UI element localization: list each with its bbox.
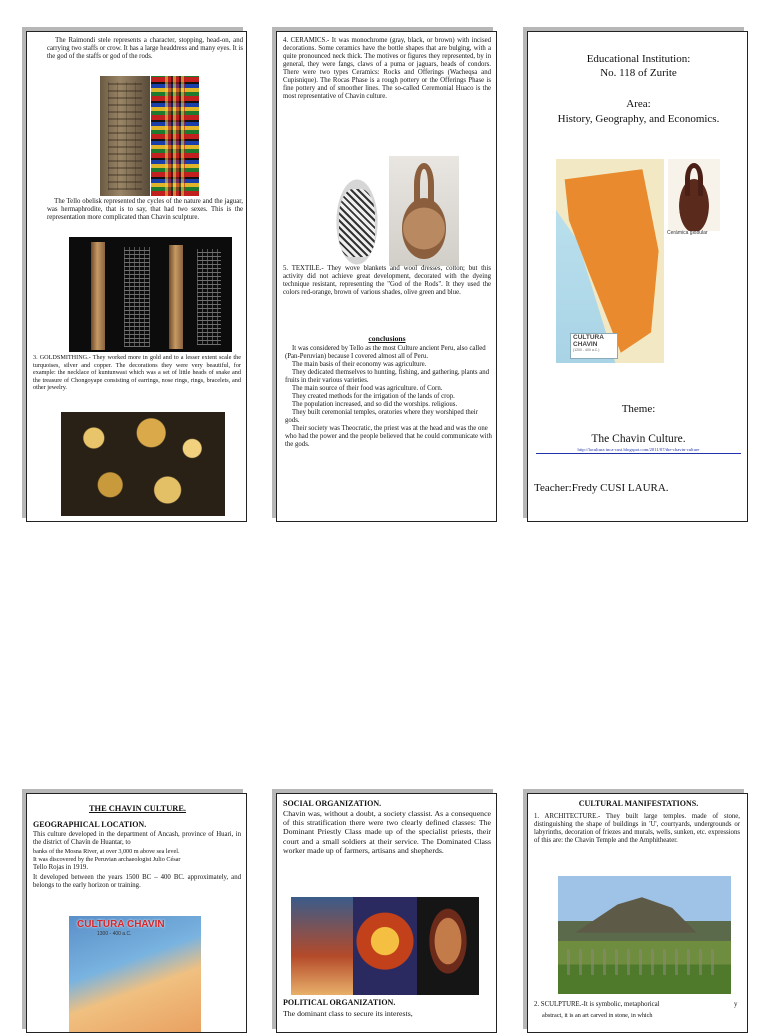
map-subtitle: 1300 - 400 a.C. (97, 931, 132, 937)
blog-link[interactable]: http://lacultura inca-cusi.blogspot.com/2011/07/the-chavin-culture (536, 447, 741, 454)
teacher-name: Teacher:Fredy CUSI LAURA. (534, 482, 669, 494)
area-value: History, Geography, and Economics. (557, 113, 720, 125)
conclusion-item: They built ceremonial temples, oratories where they worshiped their gods. (285, 409, 488, 416)
conclusions-list (285, 345, 493, 449)
map-label-box (570, 333, 618, 359)
geo-text-4: Tello Rojas in 1919. (33, 864, 89, 871)
geo-text-3: It was discovered by the Peruvian archaeologist Julio César (33, 856, 181, 863)
conclusion-item: It was considered by Tello as the most Culture ancient Peru, also called (Pan-Peruvian) because I covered almost all of Peru. (285, 345, 479, 360)
sculpture-y: y (734, 1001, 738, 1008)
institution-line1: Educational Institution: (586, 53, 691, 65)
area-label: Area: (626, 98, 651, 110)
map-title: CULTURA CHAVIN (77, 919, 165, 930)
page-panel-chavin-culture (26, 793, 247, 1033)
raimondi-text: The Raimondi stele represents a character, stopping, head-on, and carrying two staffs or crow. It has a large headdress and many eyes. It is the god of the staffs or god of the rods. (47, 37, 243, 60)
sculpture-text: 2. SCULPTURE.-It is symbolic, metaphorical (534, 1001, 660, 1008)
political-org-title: POLITICAL ORGANIZATION. (283, 998, 396, 1007)
institution-line2: No. 118 of Zurite (600, 67, 677, 79)
cultura-chavin-map (69, 916, 201, 1033)
page-panel-social (276, 793, 497, 1033)
conclusion-item: The population increased, and so did the worships. religious. (285, 401, 451, 408)
globular-vessel-image (668, 159, 720, 231)
social-org-text: Chavin was, without a doubt, a society classist. As a consequence of this stratification there were two clearly defined classes: The Dominant Priestly Class made up of the specialist priests, their court and a small soldiers at their service. The Dominated Class worker made up of farmers, artisans and shepherds. (283, 809, 491, 855)
tello-text: The Tello obelisk represented the cycles of the nature and the jaguar, was hermaphrodite, that is to say, that had two sexes. This is the representation more complicated than Chavin sculpture. (47, 198, 243, 221)
textile-text: 5. TEXTILE.- They wove blankets and wool dresses, cotton; but this activity did not achieve great development, decorated with the dyeing technique resistant, representing the "God of the Rods". It they used the colors red-orange, brown of various shades, olive green and blue. (283, 265, 491, 296)
tello-obelisk-image (69, 237, 232, 352)
page-panel-stele (26, 31, 247, 522)
goldsmithing-text: 3. GOLDSMITHING.- They worked more in gold and to a lesser extent scale the turquoises, silver and copper. The decorations they were very beautiful, for example: the necklace of kuntunwasi which was a set of little heads of snake and the treasure of Chongoyape consisting of earrings, nose rings, rings, bracelets, and other jewelry. (33, 354, 241, 392)
conclusion-item: They created methods for the irrigation of the lands of crop. (285, 393, 448, 400)
geo-text-5: It developed between the years 1500 BC – 400 BC. approximately, and belongs to the early horizon or training. (33, 874, 241, 889)
geo-text-2: banks of the Mosna River, at over 3,000 m above sea level. (33, 848, 180, 855)
map-label-years: (1200 - 400 a.C.) (573, 348, 600, 352)
ceramic-vessel-image (325, 156, 389, 266)
chavin-culture-title: THE CHAVIN CULTURE. (88, 804, 187, 813)
conclusion-item: The main source of their food was agriculture. of Corn. (285, 385, 436, 392)
social-illustration-3 (417, 897, 479, 995)
conclusion-item: They dedicated themselves to hunting, fishing, and gathering, plants and fruits in their various varieties. (285, 369, 483, 384)
ceramics-text: 4. CERAMICS.- It was monochrome (gray, black, or brown) with incised decorations. Some ceramics have the bottle shapes that are bulging, with a quite pronounced neck thick. The motives or figures they represented, by in general, they were fangs, claws of a puma or jaguars, heads of condors. There were two types Ceramics: Rocks and Offerings (Wacheqsa and Cupisnique). The Rocas Phase is a rough pottery or the Offerings Phase is fine pottery and of smoother lines. The so-called Ceremonial Huaco is the most representative of Chavin culture. (283, 37, 491, 100)
architecture-text: 1. ARCHITECTURE.- They built large temples. made of stone, distinguishing the shape of buildings in 'U', courtyards, undergrounds or labyrinths, decoration of friezes and murals, wells, sunken, etc. expressions of this are: the Chavin Temple and the Amphitheater. (534, 813, 740, 844)
social-illustration-2 (353, 897, 417, 995)
page-panel-cultural (527, 793, 748, 1033)
political-org-text: The dominant class to secure its interests, (283, 1009, 413, 1018)
gold-jewelry-image (61, 412, 225, 516)
map-label-line2: CHAVIN (573, 341, 598, 348)
chavin-map-image (556, 159, 664, 363)
geo-text-1: This culture developed in the department of Ancash, province of Huari, in the district of Chavín de Huantar, to (33, 831, 241, 846)
conclusion-item: The main basis of their economy was agriculture. (285, 361, 420, 368)
geo-location-title: GEOGRAPHICAL LOCATION. (33, 820, 147, 829)
page-panel-ceramics (276, 31, 497, 522)
raimondi-stele-drawing (151, 76, 199, 196)
social-illustration-1 (291, 897, 353, 995)
conclusions-title: conclusions (368, 334, 406, 343)
page-panel-cover (527, 31, 748, 522)
theme-label: Theme: (621, 403, 656, 415)
cultural-manifestations-title: CULTURAL MANIFESTATIONS. (578, 799, 699, 808)
stirrup-spout-vessel-image (389, 156, 459, 266)
chavin-temple-photo (558, 876, 731, 994)
social-org-title: SOCIAL ORGANIZATION. (283, 799, 382, 808)
conclusion-item: Their society was Theocratic, the priest was at the head and was the one who had the power and the people believed that he could communicate with the gods. (285, 417, 492, 440)
theme-value: The Chavin Culture. (591, 433, 686, 445)
sculpture-text-2: abstract, it is an art carved in stone, in which (542, 1012, 653, 1019)
raimondi-stele-photo (100, 76, 150, 196)
map-label-line1: CULTURA (573, 334, 604, 341)
vessel-caption: Cerámica globular (667, 230, 708, 236)
